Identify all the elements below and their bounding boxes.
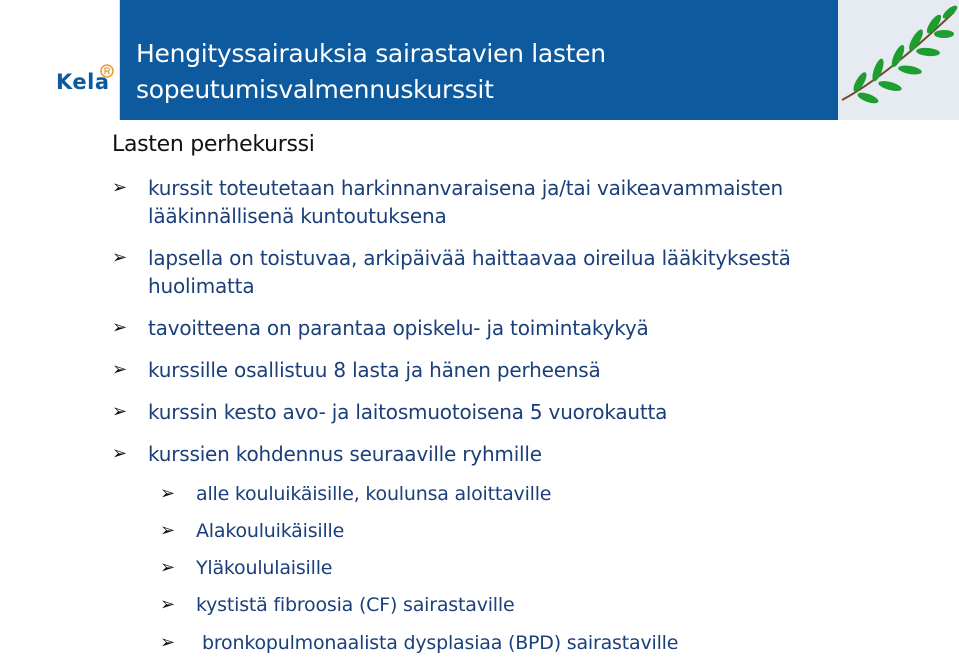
bullet-line: kurssin kesto avo- ja laitosmuotoisena 5 vuorokautta — [148, 400, 668, 424]
sub-bullet-item — [160, 554, 332, 582]
bullet-item — [112, 440, 542, 468]
arrow-bullet-icon: ➢ — [160, 520, 175, 541]
slide-header — [0, 0, 959, 120]
slide-content — [0, 120, 959, 660]
title-band — [120, 0, 838, 120]
arrow-bullet-icon: ➢ — [112, 177, 127, 198]
bullet-item — [112, 356, 601, 384]
arrow-bullet-icon: ➢ — [112, 443, 127, 464]
olive-branch-icon — [838, 0, 959, 120]
sub-bullet-line: bronkopulmonaalista dysplasiaa (BPD) sairastaville — [202, 632, 679, 654]
bullet-line: tavoitteena on parantaa opiskelu- ja toimintakykyä — [148, 316, 649, 340]
section-heading: Lasten perhekurssi — [112, 132, 315, 157]
bullet-line: kurssien kohdennus seuraaville ryhmille — [148, 442, 542, 466]
bullet-item — [112, 174, 783, 230]
arrow-bullet-icon: ➢ — [160, 557, 175, 578]
sub-bullet-item — [160, 629, 678, 657]
bullet-line: huolimatta — [148, 274, 255, 298]
bullet-item — [112, 314, 649, 342]
sub-bullet-line: Yläkoululaisille — [196, 557, 333, 579]
bullet-line: kurssille osallistuu 8 lasta ja hänen perheensä — [148, 358, 601, 382]
sub-bullet-item — [160, 517, 344, 545]
slide-title — [136, 36, 836, 108]
arrow-bullet-icon: ➢ — [112, 401, 127, 422]
bullet-item — [112, 244, 791, 300]
slide-title-line-1: Hengityssairauksia sairastavien lasten — [136, 39, 606, 68]
registered-mark-icon — [100, 64, 114, 78]
arrow-bullet-icon: ➢ — [160, 632, 175, 653]
bullet-item — [112, 398, 667, 426]
arrow-bullet-icon: ➢ — [160, 594, 175, 615]
branch-area — [838, 0, 959, 120]
sub-bullet-line: Alakouluikäisille — [196, 520, 345, 542]
arrow-bullet-icon: ➢ — [160, 483, 175, 504]
sub-bullet-item — [160, 591, 514, 619]
bullet-line: lapsella on toistuvaa, arkipäivää haittaavaa oireilua lääkityksestä — [148, 246, 791, 270]
bullet-line: lääkinnällisenä kuntoutuksena — [148, 204, 447, 228]
slide-title-line-2: sopeutumisvalmennuskurssit — [136, 75, 494, 104]
bullet-line: kurssit toteutetaan harkinnanvaraisena ja/tai vaikeavammaisten — [148, 176, 783, 200]
kela-logo: Kela — [56, 70, 110, 94]
arrow-bullet-icon: ➢ — [112, 359, 127, 380]
sub-bullet-item — [160, 480, 551, 508]
sub-bullet-line: kystistä fibroosia (CF) sairastaville — [196, 594, 515, 616]
arrow-bullet-icon: ➢ — [112, 317, 127, 338]
logo-area — [0, 0, 120, 120]
sub-bullet-line: alle kouluikäisille, koulunsa aloittaville — [196, 483, 552, 505]
arrow-bullet-icon: ➢ — [112, 247, 127, 268]
